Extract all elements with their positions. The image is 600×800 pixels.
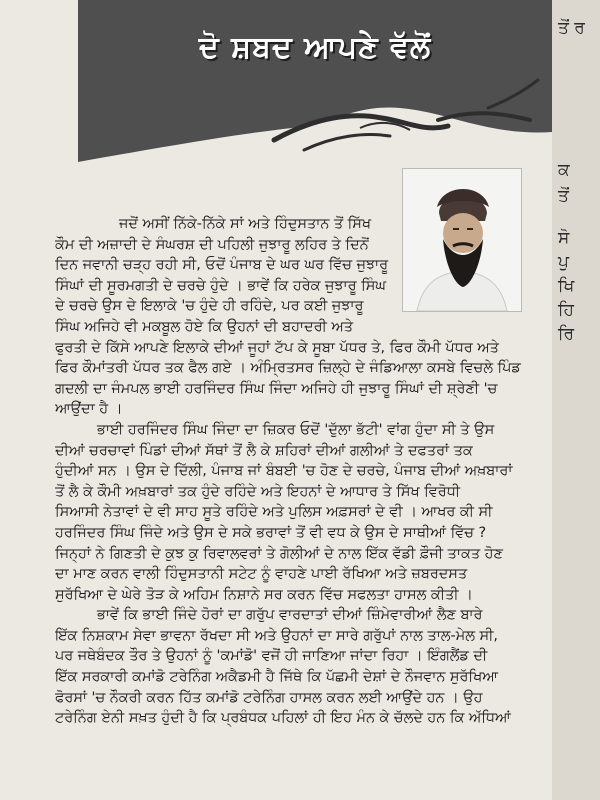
text-line: ਫੁਰਤੀ ਦੇ ਕਿੱਸੇ ਆਪਣੇ ਇਲਾਕੇ ਦੀਆਂ ਜੂਹਾਂ ਟੱਪ ਕੇ ਸੂਬਾ ਪੱਧਰ ਤੇ, ਫਿਰ ਕੌਮੀ ਪੱਧਰ ਅਤੇ: [55, 339, 499, 356]
adjacent-text: ਖਿ: [558, 276, 575, 296]
text-line: ਹਰਜਿੰਦਰ ਸਿੰਘ ਜਿੰਦੇ ਅਤੇ ਉਸ ਦੇ ਸਕੇ ਭਰਾਵਾਂ ਤੋਂ ਵੀ ਵਧ ਕੇ ਉਸ ਦੇ ਸਾਥੀਆਂ ਵਿੱਚ ?: [55, 524, 487, 541]
adjacent-text: ਪੁ: [558, 252, 569, 272]
text-line: ਕੌਮ ਦੀ ਅਜ਼ਾਦੀ ਦੇ ਸੰਘਰਸ਼ ਦੀ ਪਹਿਲੀ ਜੁਝਾਰੂ ਲਹਿਰ ਤੇ ਦਿਨੋਂ: [55, 236, 369, 253]
text-line: ਭਾਵੇਂ ਕਿ ਭਾਈ ਜਿੰਦੇ ਹੋਰਾਂ ਦਾ ਗਰੁੱਪ ਵਾਰਦਾਤਾਂ ਦੀਆਂ ਜ਼ਿੰਮੇਵਾਰੀਆਂ ਲੈਣ ਬਾਰੇ: [97, 607, 483, 624]
text-line: ਗਦਲੀ ਦਾ ਜੰਮਪਲ ਭਾਈ ਹਰਜਿੰਦਰ ਸਿੰਘ ਜਿੰਦਾ ਅਜਿਹੇ ਹੀ ਜੁਝਾਰੂ ਸਿੰਘਾਂ ਦੀ ਸ਼੍ਰੇਣੀ 'ਚ: [55, 380, 498, 397]
text-line: ਦਾ ਮਾਣ ਕਰਨ ਵਾਲੀ ਹਿੰਦੁਸਤਾਨੀ ਸਟੇਟ ਨੂੰ ਵਾਹਣੇ ਪਾਈ ਰੱਖਿਆ ਅਤੇ ਜ਼ਬਰਦਸਤ: [55, 566, 468, 583]
adjacent-page-edge: [552, 0, 600, 800]
article-body: [55, 214, 527, 729]
text-line: ਇੱਕ ਨਿਸ਼ਕਾਮ ਸੇਵਾ ਭਾਵਨਾ ਰੱਖਦਾ ਸੀ ਅਤੇ ਉਹਨਾਂ ਦਾ ਸਾਰੇ ਗਰੁੱਪਾਂ ਨਾਲ ਤਾਲ-ਮੇਲ ਸੀ,: [55, 627, 498, 644]
text-line: ਪਰ ਜਥੇਬੰਦਕ ਤੌਰ ਤੇ ਉਹਨਾਂ ਨੂੰ 'ਕਮਾਂਡੋ' ਵਜੋਂ ਹੀ ਜਾਣਿਆ ਜਾਂਦਾ ਰਿਹਾ । ਇੰਗਲੈਂਡ ਦੀ: [55, 648, 488, 665]
adjacent-text: ਤੋਂ ਰ: [558, 18, 585, 38]
page-title: ਦੋ ਸ਼ਬਦ ਆਪਣੇ ਵੱਲੋਂ: [198, 30, 432, 65]
text-line: ਸਿੰਘ ਅਜਿਹੇ ਵੀ ਮਕਬੂਲ ਹੋਏ ਕਿ ਉਹਨਾਂ ਦੀ ਬਹਾਦਰੀ ਅਤੇ: [55, 318, 353, 335]
text-line: ਫੋਰਸਾਂ 'ਚ ਨੌਕਰੀ ਕਰਨ ਹਿੱਤ ਕਮਾਂਡੋ ਟਰੇਨਿੰਗ ਹਾਸਲ ਕਰਨ ਲਈ ਆਉਂਦੇ ਹਨ । ਉਹ: [55, 689, 483, 706]
text-line: ਸਿੰਘਾਂ ਦੀ ਸੂਰਮਗਤੀ ਦੇ ਚਰਚੇ ਹੁੰਦੇ । ਭਾਵੇਂ ਕਿ ਹਰੇਕ ਜੁਝਾਰੂ ਸਿੰਘ: [55, 277, 386, 294]
text-line: ਸੁਰੱਖਿਆ ਦੇ ਘੇਰੇ ਤੋੜ ਕੇ ਅਹਿਮ ਨਿਸ਼ਾਨੇ ਸਰ ਕਰਨ ਵਿੱਚ ਸਫਲਤਾ ਹਾਸਲ ਕੀਤੀ ।: [55, 586, 473, 603]
adjacent-text: ਸੋ: [558, 228, 570, 248]
text-line: ਫਿਰ ਕੌਮਾਂਤਰੀ ਪੱਧਰ ਤਕ ਫੈਲ ਗਏ । ਅੰਮ੍ਰਿਤਸਰ ਜ਼ਿਲ੍ਹੇ ਦੇ ਜੰਡਿਆਲਾ ਕਸਬੇ ਵਿਚਲੇ ਪਿੰਡ: [55, 360, 521, 377]
text-line: ਆਉਂਦਾ ਹੈ ।: [55, 401, 123, 418]
adjacent-text: ਤੋਂ: [558, 186, 569, 206]
text-line: ਤੋਂ ਲੈ ਕੇ ਕੌਮੀ ਅਖ਼ਬਾਰਾਂ ਤਕ ਹੁੰਦੇ ਰਹਿੰਦੇ ਅਤੇ ਇਹਨਾਂ ਦੇ ਆਧਾਰ ਤੇ ਸਿੱਖ ਵਿਰੋਧੀ: [55, 483, 461, 500]
text-line: ਸਿਆਸੀ ਨੇਤਾਵਾਂ ਦੇ ਵੀ ਸਾਹ ਸੂਤੇ ਰਹਿੰਦੇ ਅਤੇ ਪੁਲਿਸ ਅਫ਼ਸਰਾਂ ਦੇ ਵੀ । ਆਖਰ ਕੀ ਸੀ: [55, 504, 493, 521]
text-line: ਜਿਨ੍ਹਾਂ ਨੇ ਗਿਣਤੀ ਦੇ ਕੁਝ ਕੁ ਰਿਵਾਲਵਰਾਂ ਤੇ ਗੋਲੀਆਂ ਦੇ ਨਾਲ ਇੱਕ ਵੱਡੀ ਫ਼ੌਜੀ ਤਾਕਤ ਹੋਣ: [55, 545, 503, 562]
text-line: ਦੇ ਚਰਚੇ ਉਸ ਦੇ ਇਲਾਕੇ 'ਚ ਹੁੰਦੇ ਹੀ ਰਹਿੰਦੇ, ਪਰ ਕਈ ਜੁਝਾਰੂ: [55, 298, 364, 315]
text-line: ਜਦੋਂ ਅਸੀਂ ਨਿੱਕੇ-ਨਿੱਕੇ ਸਾਂ ਅਤੇ ਹਿੰਦੁਸਤਾਨ ਤੋਂ ਸਿੱਖ: [119, 216, 372, 232]
title-banner: [78, 0, 552, 165]
adjacent-text: ਕ: [558, 160, 570, 180]
text-line: ਦਿਨ ਜਵਾਨੀ ਚੜ੍ਹ ਰਹੀ ਸੀ, ਓਦੋਂ ਪੰਜਾਬ ਦੇ ਘਰ ਘਰ ਵਿੱਚ ਜੁਝਾਰੂ: [55, 257, 389, 274]
text-line: ਦੀਆਂ ਚਰਚਾਵਾਂ ਪਿੰਡਾਂ ਦੀਆਂ ਸੱਥਾਂ ਤੋਂ ਲੈ ਕੇ ਸ਼ਹਿਰਾਂ ਦੀਆਂ ਗਲੀਆਂ ਤੇ ਦਫਤਰਾਂ ਤਕ: [55, 442, 473, 459]
text-line: ਭਾਈ ਹਰਜਿੰਦਰ ਸਿੰਘ ਜਿੰਦਾ ਦਾ ਜ਼ਿਕਰ ਓਦੋਂ 'ਦੁੱਲਾ ਭੱਟੀ' ਵਾਂਗ ਹੁੰਦਾ ਸੀ ਤੇ ਉਸ: [97, 421, 495, 438]
text-line: ਇੱਕ ਸਰਕਾਰੀ ਕਮਾਂਡੋ ਟਰੇਨਿੰਗ ਅਕੈਡਮੀ ਹੈ ਜਿੱਥੇ ਕਿ ਪੱਛਮੀ ਦੇਸ਼ਾਂ ਦੇ ਨੌਜਵਾਨ ਸੁਰੱਖਿਆ: [55, 669, 498, 686]
banner-shape: [78, 0, 552, 165]
adjacent-text: ਰਿ: [558, 324, 575, 344]
text-line: ਹੁੰਦੀਆਂ ਸਨ । ਉਸ ਦੇ ਦਿੱਲੀ, ਪੰਜਾਬ ਜਾਂ ਬੰਬਈ 'ਚ ਹੋਣ ਦੇ ਚਰਚੇ, ਪੰਜਾਬ ਦੀਆਂ ਅਖ਼ਬਾਰਾਂ: [55, 463, 513, 480]
adjacent-text: ਹਿ: [558, 300, 574, 320]
text-line: ਟਰੇਨਿੰਗ ਏਨੀ ਸਖ਼ਤ ਹੁੰਦੀ ਹੈ ਕਿ ਪ੍ਰਬੰਧਕ ਪਹਿਲਾਂ ਹੀ ਇਹ ਮੰਨ ਕੇ ਚੱਲਦੇ ਹਨ ਕਿ ਅੱਧਿਆਂ: [55, 710, 511, 727]
